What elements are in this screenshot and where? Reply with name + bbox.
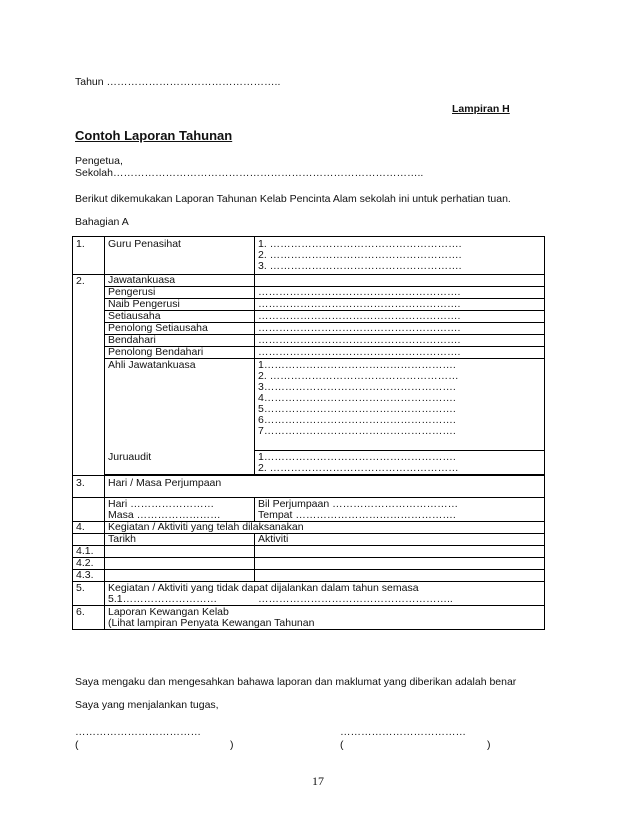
kegiatan-tidak-dijalankan xyxy=(105,582,545,606)
row-label: Hari / Masa Perjumpaan xyxy=(105,476,545,498)
role-label: Penolong Setiausaha xyxy=(105,323,255,335)
fill-line: 6………………………………………………. xyxy=(258,414,456,426)
fill-line: 2. ……………………………………………… xyxy=(258,370,459,382)
table-row xyxy=(73,476,545,498)
table-row xyxy=(73,359,545,451)
page-number: 17 xyxy=(312,774,324,788)
table-row xyxy=(73,558,545,570)
ajk-lines xyxy=(255,359,545,451)
row-number: 4. xyxy=(73,522,105,534)
sub-number: 4.1. xyxy=(73,546,105,558)
juruaudit-lines xyxy=(255,451,545,475)
fill-line: 1………………………………………………. xyxy=(258,451,456,463)
item-5-1 xyxy=(108,594,541,605)
row-label: Guru Penasihat xyxy=(105,237,255,275)
table-row xyxy=(73,498,545,522)
sub-number: 4.3. xyxy=(73,570,105,582)
role-label: Setiausaha xyxy=(105,311,255,323)
role-value: …………………………………………………. xyxy=(255,311,545,323)
role-label: Naib Pengerusi xyxy=(105,299,255,311)
signature-right-dots: ……………………………… xyxy=(340,726,466,738)
fill-line: 7………………………………………………. xyxy=(258,425,456,437)
fill-line: 3………………………………………………. xyxy=(258,381,456,393)
bil-tempat xyxy=(255,498,545,522)
fill-line: 5………………………………………………. xyxy=(258,403,456,415)
table-row xyxy=(73,311,545,323)
table-row xyxy=(73,582,545,606)
fill-line: 2. ………………………………………………. xyxy=(258,249,462,261)
section-label: Bahagian A xyxy=(75,216,129,228)
row-number: 1. xyxy=(73,237,105,275)
fill-line: 1………………………………………………. xyxy=(258,359,456,371)
row-label: Kegiatan / Aktiviti yang tidak dapat dijalankan dalam tahun semasa xyxy=(108,582,419,594)
tahun-line: Tahun ………………………………………….. xyxy=(75,76,281,88)
role-value: …………………………………………………. xyxy=(255,287,545,299)
role-value: …………………………………………………. xyxy=(255,323,545,335)
page-title: Contoh Laporan Tahunan xyxy=(75,128,233,143)
fill-line: 2. ……………………………………………… xyxy=(258,462,459,474)
table-row xyxy=(73,275,545,287)
role-label: Pengerusi xyxy=(105,287,255,299)
declaration-text: Saya mengaku dan mengesahkan bahawa laporan dan maklumat yang diberikan adalah benar xyxy=(75,676,517,688)
bil-perjumpaan-line: Bil Perjumpaan ……………………………… xyxy=(258,498,459,510)
table-row xyxy=(73,287,545,299)
table-row xyxy=(73,534,545,546)
row-label: Laporan Kewangan Kelab xyxy=(108,606,229,618)
signature-left-dots: ……………………………… xyxy=(75,726,201,738)
role-label: Penolong Bendahari xyxy=(105,347,255,359)
ajk-label xyxy=(105,359,255,451)
guru-penasihat-lines xyxy=(255,237,545,275)
table-row xyxy=(73,570,545,582)
signature-left-close: ) xyxy=(230,739,234,751)
signoff-text: Saya yang menjalankan tugas, xyxy=(75,699,219,711)
signature-right-open: ( xyxy=(340,739,344,751)
intro-text: Berikut dikemukakan Laporan Tahunan Kelab Pencinta Alam sekolah ini untuk perhatian tuan. xyxy=(75,193,511,205)
row-number: 2. xyxy=(73,275,105,476)
address-line-1: Pengetua, xyxy=(75,155,123,167)
laporan-kewangan xyxy=(105,606,545,630)
ajk-label-text: Ahli Jawatankuasa xyxy=(108,359,196,371)
address-line-2: Sekolah…………………………………………………………………………….. xyxy=(75,167,424,179)
item-5-1-value: ……………………………………………….. xyxy=(258,593,453,605)
hari-masa xyxy=(105,498,255,522)
row-note: (Lihat lampiran Penyata Kewangan Tahunan xyxy=(108,617,315,629)
sub-number: 4.2. xyxy=(73,558,105,570)
signature-right-close: ) xyxy=(487,739,491,751)
col-aktiviti: Aktiviti xyxy=(255,534,545,546)
row-number: 3. xyxy=(73,476,105,498)
role-value: …………………………………………………. xyxy=(255,299,545,311)
row-label: Jawatankuasa xyxy=(105,275,255,287)
table-row xyxy=(73,335,545,347)
table-row xyxy=(73,347,545,359)
table-row xyxy=(73,522,545,534)
table-row xyxy=(73,451,545,475)
role-label: Bendahari xyxy=(105,335,255,347)
col-tarikh: Tarikh xyxy=(105,534,255,546)
table-row xyxy=(73,546,545,558)
table-row xyxy=(73,323,545,335)
signature-left-open: ( xyxy=(75,739,79,751)
role-value: …………………………………………………. xyxy=(255,335,545,347)
item-5-1-label: 5.1……………………… xyxy=(108,593,218,605)
table-row xyxy=(73,299,545,311)
row-number: 5. xyxy=(73,582,105,606)
table-row xyxy=(73,237,545,275)
lampiran-label: Lampiran H xyxy=(452,103,510,115)
hari-line: Hari …………………… xyxy=(108,498,215,510)
juruaudit-label: Juruaudit xyxy=(105,451,255,475)
row-number: 6. xyxy=(73,606,105,630)
fill-line: 4………………………………………………. xyxy=(258,392,456,404)
masa-line: Masa …………………… xyxy=(108,509,221,521)
fill-line: 1. ………………………………………………. xyxy=(258,238,462,250)
report-form-table xyxy=(72,236,545,630)
row-label: Kegiatan / Aktiviti yang telah dilaksanakan xyxy=(105,522,545,534)
fill-line: 3. ………………………………………………. xyxy=(258,260,462,272)
tempat-line: Tempat ………………………………………. xyxy=(258,509,456,521)
table-row xyxy=(73,606,545,630)
role-value: …………………………………………………. xyxy=(255,347,545,359)
